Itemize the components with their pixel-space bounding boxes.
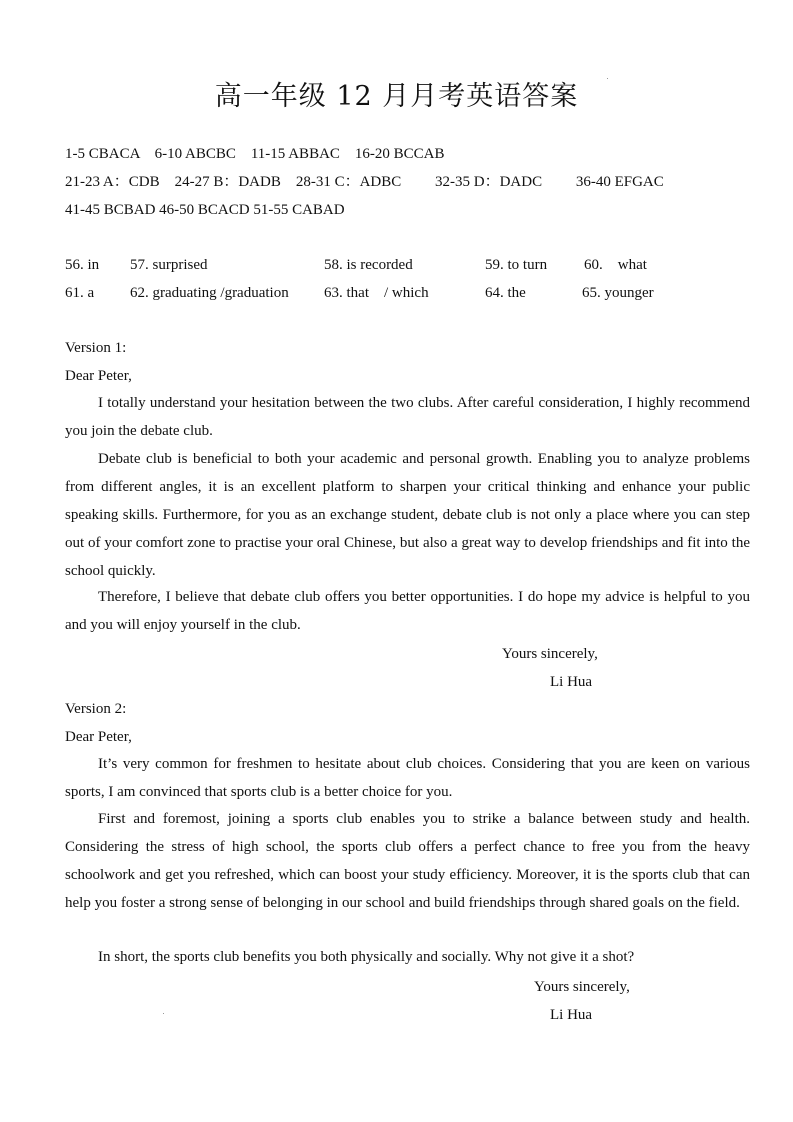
answers-line-1: 1-5 CBACA 6-10 ABCBC 11-15 ABBAC 16-20 BCCAB: [65, 146, 445, 162]
page-title: 高一年级 12 月月考英语答案: [214, 81, 579, 112]
fill-in-item: 60. what: [584, 257, 647, 273]
version-2-paragraph-1: It’s very common for freshmen to hesitate about club choices. Considering that you are keen on various sports, I am convinced that sports club is a better choice for you.: [65, 756, 750, 800]
fill-in-item: 65. younger: [582, 285, 654, 301]
version-2-paragraph-3: In short, the sports club benefits you both physically and socially. Why not give it a shot?: [98, 949, 635, 965]
fill-in-item: 63. that / which: [324, 285, 429, 301]
version-1-paragraph-1: I totally understand your hesitation between the two clubs. After careful consideration, I highly recommend you join the debate club.: [65, 395, 750, 439]
fill-in-item: 64. the: [485, 285, 526, 301]
version-1-greeting: Dear Peter,: [65, 368, 132, 384]
fill-in-item: 58. is recorded: [324, 257, 413, 273]
fill-in-item: 59. to turn: [485, 257, 548, 273]
version-2-paragraph-2: First and foremost, joining a sports club enables you to strike a balance between study and health. Considering the stress of high school, the sports club offers a perfect chance to free you from the heavy schoolwork and get you refreshed, which can boost your study efficiency. Moreover, it is the sports club that can help you foster a strong sense of belonging in our school and build friendships through shared goals on the field.: [65, 811, 750, 911]
fill-in-item: 61. a: [65, 285, 95, 301]
fill-in-item: 56. in: [65, 257, 100, 273]
version-2-closing: Yours sincerely,: [534, 979, 630, 995]
version-2-heading: Version 2:: [65, 701, 127, 717]
fill-in-item: 62. graduating /graduation: [130, 285, 289, 301]
version-1-signature-name: Li Hua: [550, 674, 593, 690]
version-2-greeting: Dear Peter,: [65, 729, 132, 745]
scan-speck: [607, 78, 608, 79]
version-1-paragraph-3: Therefore, I believe that debate club offers you better opportunities. I do hope my advice is helpful to you and you will enjoy yourself in the club.: [65, 589, 750, 633]
version-1-closing: Yours sincerely,: [502, 646, 598, 662]
version-1-paragraph-2: Debate club is beneficial to both your academic and personal growth. Enabling you to analyze problems from different angles, it is an excellent platform to sharpen your critical thinking and enhance your public speaking skills. Furthermore, for you as an exchange student, debate club is not only a place where you can step out of your comfort zone to practise your oral Chinese, but also a great way to develop friendships and fit into the school quickly.: [65, 451, 750, 579]
scan-speck: [163, 1013, 164, 1014]
version-2-signature-name: Li Hua: [550, 1007, 593, 1023]
answers-line-2: 21-23 A：CDB 24-27 B：DADB 28-31 C：ADBC 32-35 D：DADC 36-40 EFGAC: [65, 174, 664, 190]
fill-in-item: 57. surprised: [130, 257, 208, 273]
answers-line-3: 41-45 BCBAD 46-50 BCACD 51-55 CABAD: [65, 202, 345, 218]
version-1-heading: Version 1:: [65, 340, 127, 356]
